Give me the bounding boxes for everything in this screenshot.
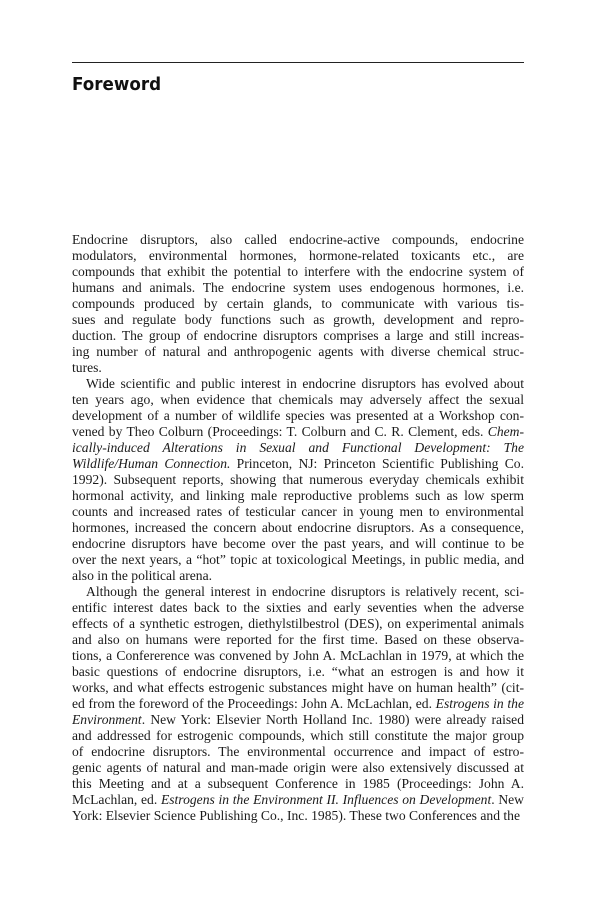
text-line	[72, 680, 524, 696]
text-line	[72, 808, 524, 824]
text-segment: modulators, environmental hormones, hormone-related toxicants etc., are	[72, 248, 524, 263]
text-segment: Princeton, NJ: Princeton Scientific Publishing Co.	[230, 456, 524, 471]
text-line	[72, 552, 524, 568]
italic-citation-text: Environment	[72, 712, 142, 727]
text-segment: tures.	[72, 360, 102, 375]
paragraph	[72, 376, 524, 584]
text-segment: ed from the foreword of the Proceedings: John A. McLachlan, ed.	[72, 696, 436, 711]
text-line	[72, 632, 524, 648]
text-line	[72, 648, 524, 664]
italic-citation-text: Chem-	[487, 424, 524, 439]
text-line	[72, 296, 524, 312]
text-line	[72, 664, 524, 680]
text-segment: endocrine disruptors have become over the past years, and will continue to be	[72, 536, 524, 551]
text-line	[72, 504, 524, 520]
text-line	[72, 360, 524, 376]
text-segment: Wide scientific and public interest in endocrine disruptors has evolved about	[86, 376, 524, 391]
text-segment: . New York: Elsevier North Holland Inc. 1980) were already raised	[141, 712, 524, 727]
text-segment: ten years ago, when evidence that chemicals may adversely affect the sexual	[72, 392, 524, 407]
text-segment: genic agents of natural and man-made origin were also extensively discussed at	[72, 760, 524, 775]
page-title: Foreword	[72, 74, 162, 95]
text-line	[72, 712, 524, 728]
paragraph	[72, 584, 524, 824]
text-segment: compounds that exhibit the potential to interfere with the endocrine system of	[72, 264, 524, 279]
text-line	[72, 760, 524, 776]
foreword-body	[72, 232, 524, 824]
paragraph	[72, 232, 524, 376]
text-line	[72, 344, 524, 360]
text-line	[72, 424, 524, 440]
text-segment: and also on humans were reported for the first time. Based on these observa-	[72, 632, 524, 647]
text-line	[72, 696, 524, 712]
text-segment: . New	[491, 792, 524, 807]
text-line	[72, 600, 524, 616]
text-line	[72, 520, 524, 536]
text-segment: humans and animals. The endocrine system uses endogenous hormones, i.e.	[72, 280, 524, 295]
text-segment: 1992). Subsequent reports, showing that numerous everyday chemicals exhibit	[72, 472, 524, 487]
text-segment: counts and increased rates of testicular cancer in young men to environmental	[72, 504, 524, 519]
text-line	[72, 328, 524, 344]
text-line	[72, 584, 524, 600]
text-line	[72, 440, 524, 456]
text-segment: Although the general interest in endocrine disruptors is relatively recent, sci-	[86, 584, 524, 599]
text-line	[72, 728, 524, 744]
text-line	[72, 568, 524, 584]
text-line	[72, 616, 524, 632]
text-line	[72, 488, 524, 504]
text-segment: development of a number of wildlife species was presented at a Workshop con-	[72, 408, 524, 423]
text-segment: and addressed for estrogenic compounds, which still constitute the major group	[72, 728, 524, 743]
text-line	[72, 232, 524, 248]
text-line	[72, 248, 524, 264]
text-segment: over the next years, a “hot” topic at toxicological Meetings, in public media, and	[72, 552, 524, 567]
text-line	[72, 792, 524, 808]
text-segment: McLachlan, ed.	[72, 792, 161, 807]
italic-citation-text: ically-induced Alterations in Sexual and Functional Development: The	[72, 440, 524, 455]
text-segment: of endocrine disruptors. The environmental occurrence and impact of estro-	[72, 744, 524, 759]
text-line	[72, 264, 524, 280]
text-line	[72, 392, 524, 408]
text-line	[72, 280, 524, 296]
text-line	[72, 744, 524, 760]
text-segment: ing number of natural and anthropogenic agents with diverse chemical struc-	[72, 344, 524, 359]
text-segment: this Meeting and at a subsequent Conference in 1985 (Proceedings: John A.	[72, 776, 524, 791]
italic-citation-text: Wildlife/Human Connection.	[72, 456, 231, 471]
text-segment: sues and regulate body functions such as growth, development and repro-	[72, 312, 524, 327]
text-line	[72, 456, 524, 472]
text-segment: works, and what effects estrogenic substances might have on human health” (cit-	[72, 680, 524, 695]
text-line	[72, 312, 524, 328]
text-segment: also in the political arena.	[72, 568, 213, 583]
text-segment: entific interest dates back to the sixties and early seventies when the adverse	[72, 600, 524, 615]
italic-citation-text: Estrogens in the	[435, 696, 524, 711]
text-segment: duction. The group of endocrine disruptors comprises a large and still increas-	[72, 328, 524, 343]
text-line	[72, 776, 524, 792]
text-segment: basic questions of endocrine disruptors, i.e. “what an estrogen is and how it	[72, 664, 524, 679]
text-segment: compounds produced by certain glands, to communicate with various tis-	[72, 296, 524, 311]
header-rule	[72, 62, 524, 63]
text-line	[72, 472, 524, 488]
text-segment: hormonal activity, and linking male reproductive problems such as low sperm	[72, 488, 524, 503]
text-line	[72, 536, 524, 552]
text-line	[72, 408, 524, 424]
text-segment: Endocrine disruptors, also called endocrine-active compounds, endocrine	[72, 232, 524, 247]
text-segment: effects of a synthetic estrogen, diethylstilbestrol (DES), on experimental animals	[72, 616, 524, 631]
text-segment: tions, a Confererence was convened by John A. McLachlan in 1979, at which the	[72, 648, 524, 663]
text-segment: vened by Theo Colburn (Proceedings: T. Colburn and C. R. Clement, eds.	[72, 424, 488, 439]
text-segment: York: Elsevier Science Publishing Co., Inc. 1985). These two Conferences and the	[72, 808, 521, 823]
italic-citation-text: Estrogens in the Environment II. Influences on Development	[160, 792, 492, 807]
text-segment: hormones, increased the concern about endocrine disruptors. As a consequence,	[72, 520, 524, 535]
text-line	[72, 376, 524, 392]
